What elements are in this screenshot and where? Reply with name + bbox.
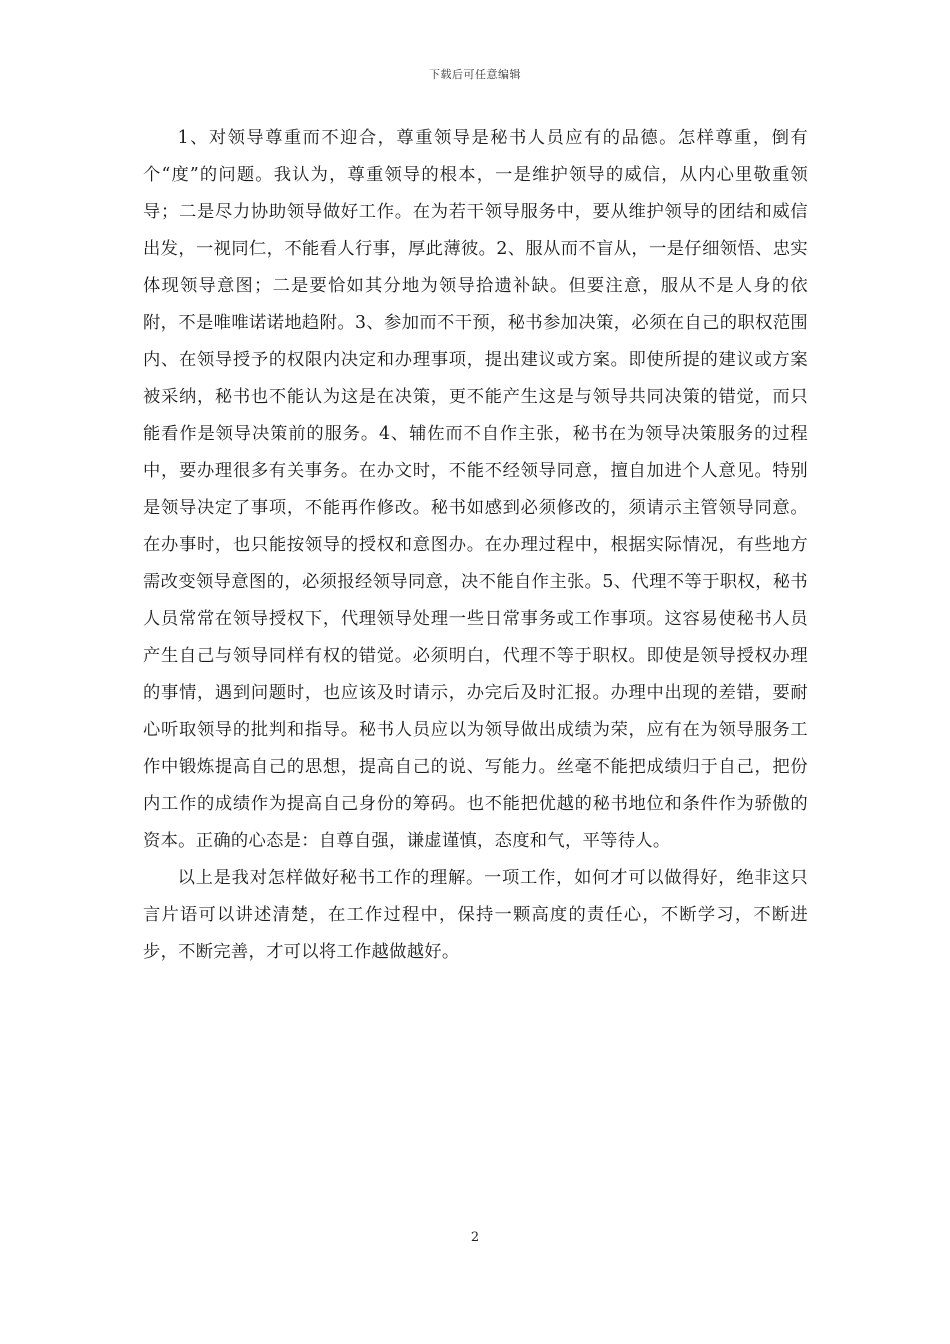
body-paragraph-2: 以上是我对怎样做好秘书工作的理解。一项工作，如何才可以做得好，绝非这只言片语可以讲述清楚，在工作过程中，保持一颗高度的责任心，不断学习，不断进步，不断完善，才可以将工作越做越好。 bbox=[143, 868, 808, 962]
page-number: 2 bbox=[470, 1230, 480, 1245]
page-header: 下载后可任意编辑 bbox=[429, 68, 521, 81]
body-paragraph-1: 1、对领导尊重而不迎合，尊重领导是秘书人员应有的品德。怎样尊重，倒有个“度”的问题。我认为，尊重领导的根本，一是维护领导的威信，从内心里敬重领导；二是尽力协助领导做好工作。在为若干领导服务中，要从维护领导的团结和威信出发，一视同仁，不能看人行事，厚此薄彼。2、服从而不盲从，一是仔细领悟、忠实体现领导意图；二是要恰如其分地为领导拾遗补缺。但要注意，服从不是人身的依附，不是唯唯诺诺地趋附。3、参加而不干预，秘书参加决策，必须在自己的职权范围内、在领导授予的权限内决定和办理事项，提出建议或方案。即使所提的建议或方案被采纳，秘书也不能认为这是在决策，更不能产生这是与领导共同决策的错觉，而只能看作是领导决策前的服务。4、辅佐而不自作主张，秘书在为领导决策服务的过程中，要办理很多有关事务。在办文时，不能不经领导同意，擅自加进个人意见。特别是领导决定了事项，不能再作修改。秘书如感到必须修改的，须请示主管领导同意。在办事时，也只能按领导的授权和意图办。在办理过程中，根据实际情况，有些地方需改变领导意图的，必须报经领导同意，决不能自作主张。5、代理不等于职权，秘书人员常常在领导授权下，代理领导处理一些日常事务或工作事项。这容易使秘书人员产生自己与领导同样有权的错觉。必须明白，代理不等于职权。即使是领导授权办理的事情，遇到问题时，也应该及时请示，办完后及时汇报。办理中出现的差错，要耐心听取领导的批判和指导。秘书人员应以为领导做出成绩为荣，应有在为领导服务工作中锻炼提高自己的思想，提高自己的说、写能力。丝毫不能把成绩归于自己，把份内工作的成绩作为提高自己身份的筹码。也不能把优越的秘书地位和条件作为骄傲的资本。正确的心态是：自尊自强，谦虚谨慎，态度和气，平等待人。 bbox=[143, 128, 808, 851]
document-body bbox=[143, 120, 808, 971]
